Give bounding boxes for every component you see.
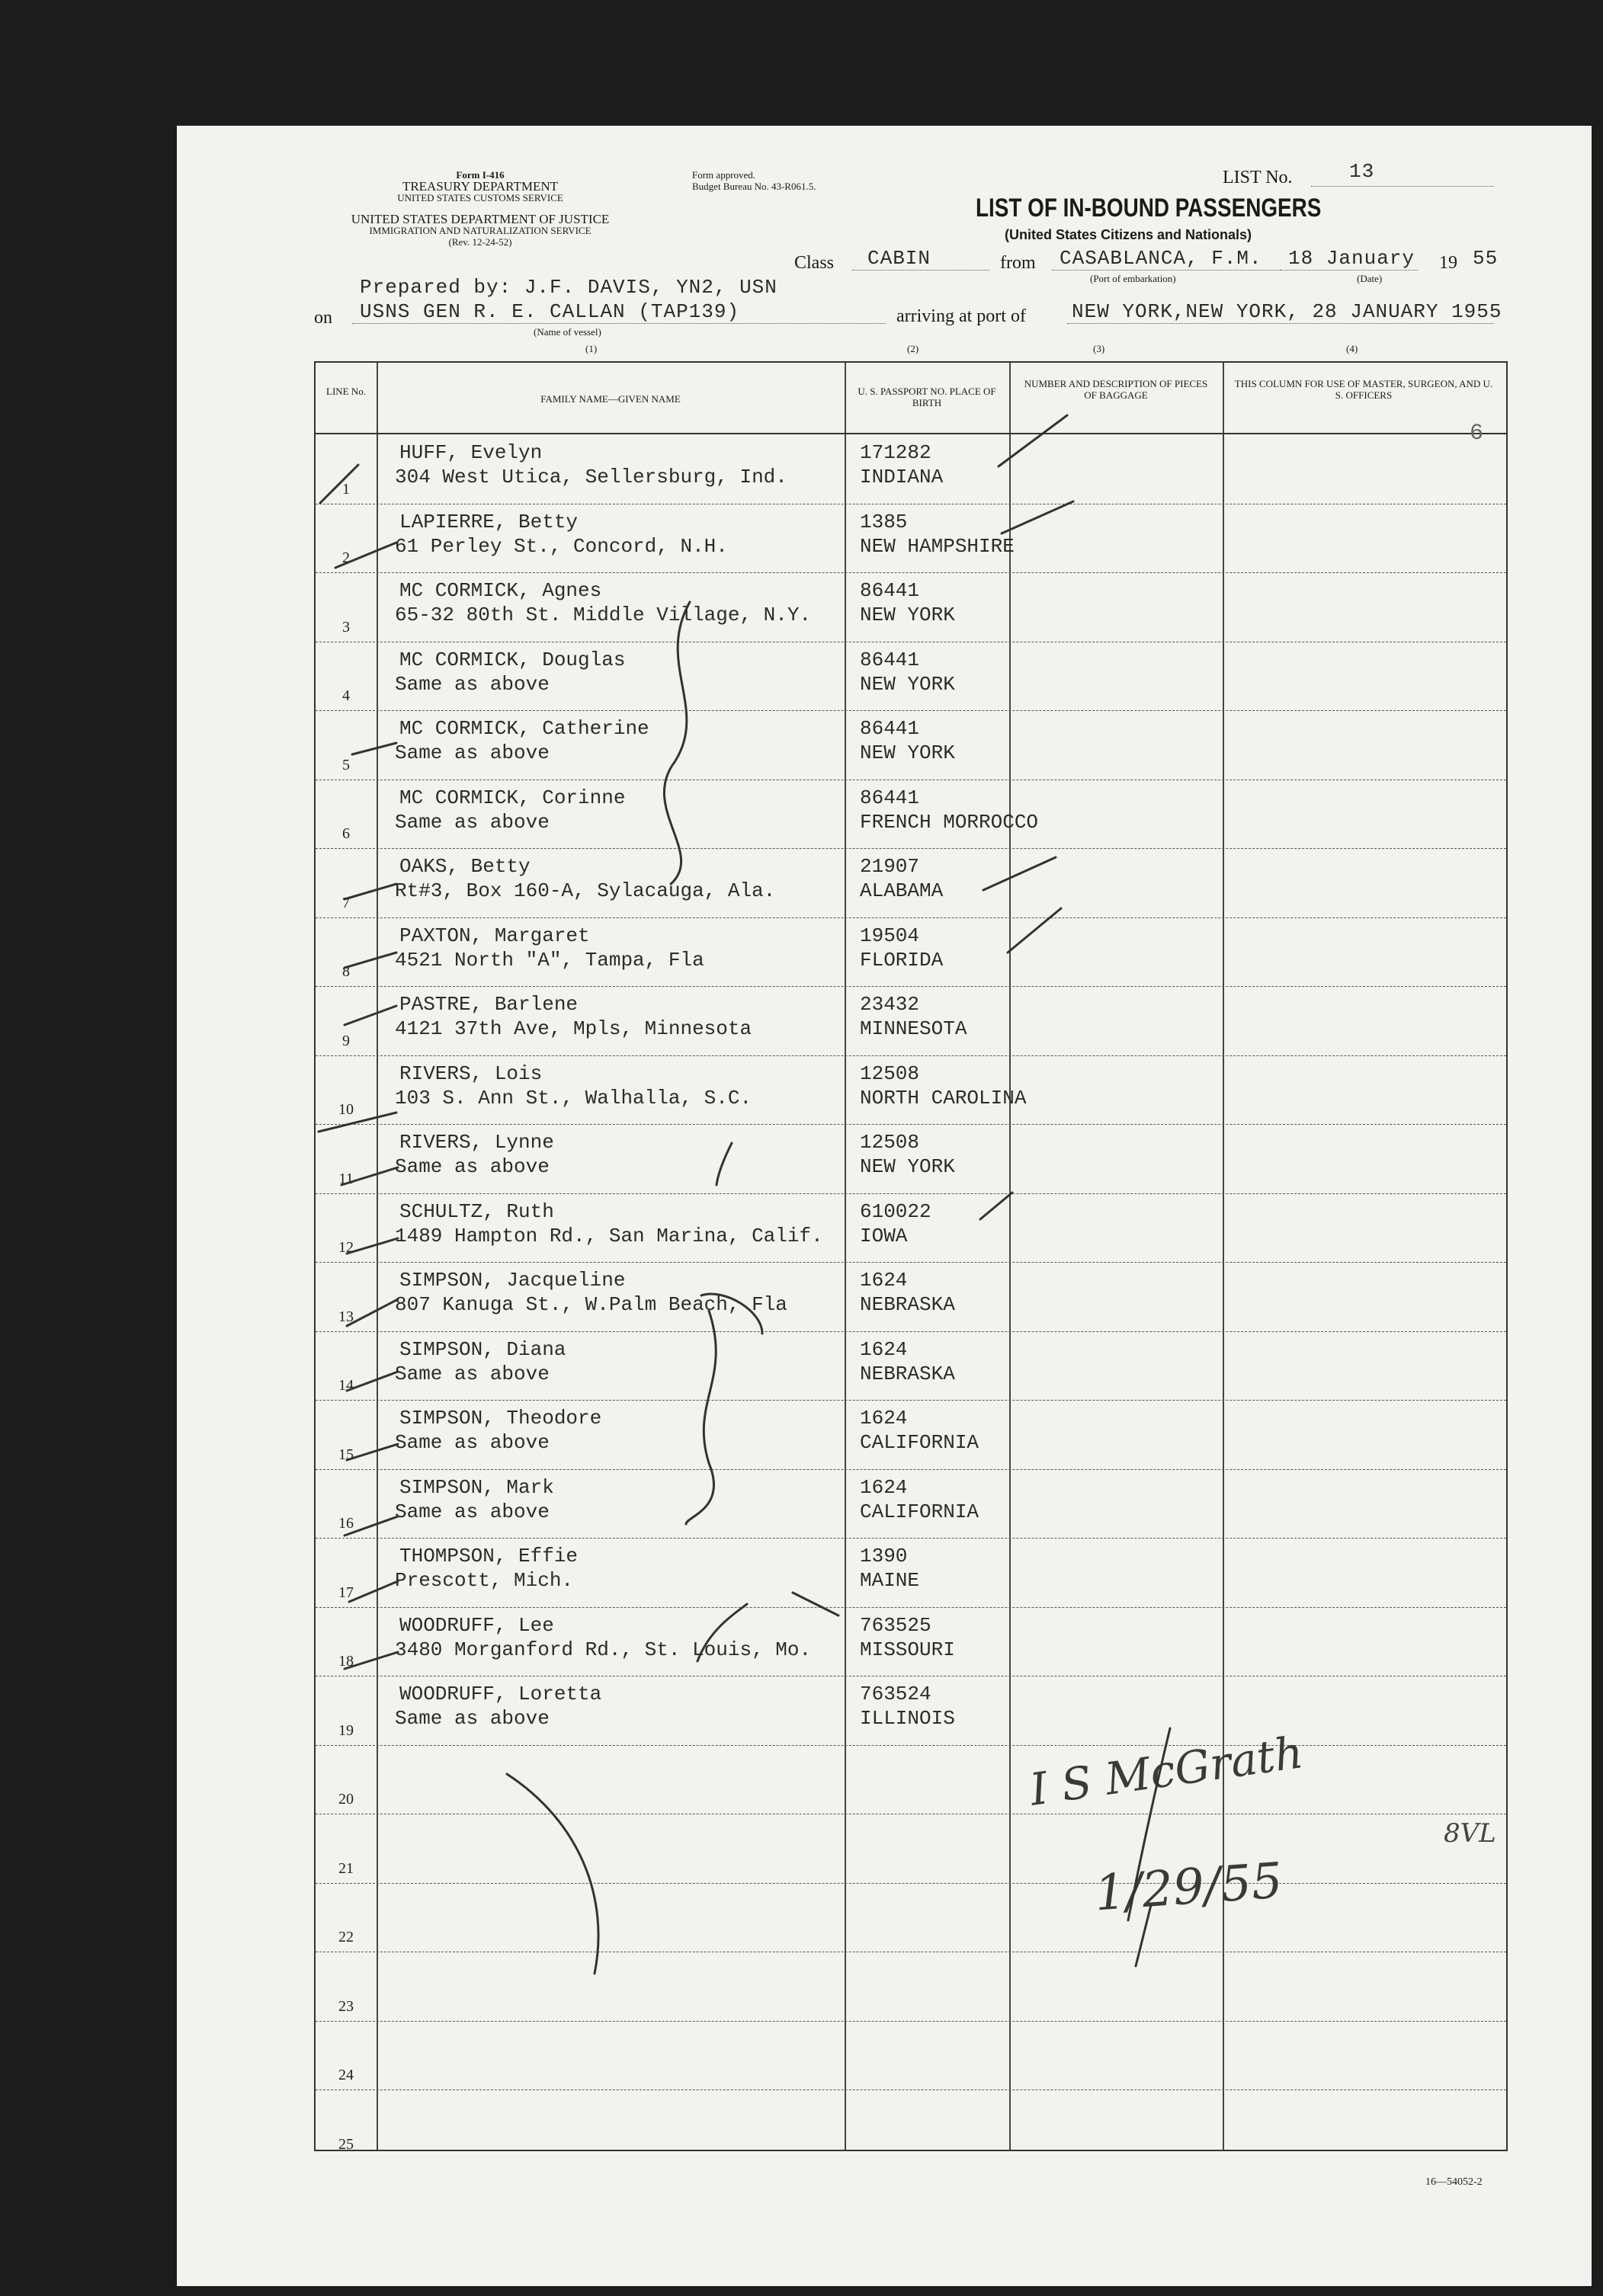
line-number: 4: [342, 687, 350, 704]
line-number: 14: [338, 1377, 354, 1394]
line-number: 16: [338, 1515, 354, 1532]
form-number: Form I-416: [456, 169, 505, 181]
passenger-name: PAXTON, Margaret: [399, 924, 590, 947]
passport-number: 1624: [860, 1269, 908, 1292]
passenger-name: MC CORMICK, Corinne: [399, 786, 626, 809]
passenger-table: [314, 361, 1508, 2151]
page-subtitle: (United States Citizens and Nationals): [1005, 227, 1252, 242]
passenger-name: MC CORMICK, Agnes: [399, 579, 602, 602]
line-number: 18: [338, 1653, 354, 1670]
passenger-address: Rt#3, Box 160-A, Sylacauga, Ala.: [395, 879, 776, 902]
passenger-address: 4521 North "A", Tampa, Fla: [395, 948, 704, 972]
form-approved: Form approved.: [692, 169, 756, 181]
passenger-address: Same as above: [395, 741, 550, 764]
line-number: 6: [342, 825, 350, 842]
vessel-caption: (Name of vessel): [534, 326, 601, 338]
row-divider: [316, 1538, 1506, 1539]
arrival-port: NEW YORK,NEW YORK, 28 JANUARY 1955: [1072, 300, 1502, 323]
form-footer-code: 16—54052-2: [1425, 2176, 1483, 2188]
passport-number: 171282: [860, 441, 931, 464]
col-num-4: (4): [1346, 343, 1358, 354]
line-number: 10: [338, 1101, 354, 1118]
justice-block: [305, 213, 656, 248]
passenger-address: 61 Perley St., Concord, N.H.: [395, 534, 728, 558]
row-divider: [316, 1400, 1506, 1401]
passenger-name: MC CORMICK, Douglas: [399, 648, 626, 671]
place-of-birth: CALIFORNIA: [860, 1431, 979, 1454]
signature: I S McGrath: [1027, 1726, 1306, 1816]
place-of-birth: INDIANA: [860, 466, 944, 488]
date-underline: [1281, 270, 1418, 271]
line-number: 15: [338, 1446, 354, 1463]
line-number: 17: [338, 1584, 354, 1601]
passenger-address: Same as above: [395, 672, 550, 696]
passenger-address: 103 S. Ann St., Walhalla, S.C.: [395, 1086, 752, 1110]
line-number: 8: [342, 963, 350, 980]
row-divider: [316, 1607, 1506, 1608]
line-number: 3: [342, 618, 350, 636]
col-header-line: LINE No.: [326, 386, 366, 397]
passport-number: 1624: [860, 1407, 908, 1430]
passport-number: 763525: [860, 1613, 931, 1637]
passenger-name: RIVERS, Lynne: [399, 1131, 554, 1154]
col-num-3: (3): [1093, 343, 1105, 354]
row-divider: [316, 848, 1506, 849]
row-divider: [316, 572, 1506, 573]
place-of-birth: FRENCH MORROCCO: [860, 810, 1039, 834]
passport-number: 86441: [860, 717, 920, 740]
passenger-address: Same as above: [395, 1155, 550, 1178]
col-header-passport: U. S. PASSPORT NO. PLACE OF BIRTH: [858, 386, 996, 408]
page-title: LIST OF IN-BOUND PASSENGERS: [976, 194, 1322, 223]
passenger-name: SCHULTZ, Ruth: [399, 1199, 554, 1223]
header-divider: [316, 433, 1506, 434]
passenger-address: 1489 Hampton Rd., San Marina, Calif.: [395, 1224, 823, 1247]
passenger-name: THOMPSON, Effie: [399, 1545, 579, 1567]
line-number: 9: [342, 1032, 350, 1049]
place-of-birth: NEW YORK: [860, 672, 955, 696]
row-divider: [316, 1745, 1506, 1746]
passport-number: 1385: [860, 510, 908, 533]
passenger-name: SIMPSON, Jacqueline: [399, 1269, 626, 1292]
justice-dept: UNITED STATES DEPARTMENT OF JUSTICE: [351, 212, 610, 226]
line-number: 5: [342, 756, 350, 773]
row-divider: [316, 1055, 1506, 1056]
passport-number: 610022: [860, 1199, 931, 1223]
passport-number: 86441: [860, 648, 920, 671]
budget-bureau: Budget Bureau No. 43-R061.5.: [692, 181, 816, 192]
passport-number: 763524: [860, 1683, 931, 1705]
customs-service: UNITED STATES CUSTOMS SERVICE: [397, 192, 563, 203]
col-num-1: (1): [585, 343, 598, 354]
passport-number: 86441: [860, 579, 920, 602]
row-divider: [316, 1469, 1506, 1470]
passport-number: 23432: [860, 993, 920, 1016]
col-header-officers: THIS COLUMN FOR USE OF MASTER, SURGEON, AND U. S. OFFICERS: [1234, 378, 1493, 401]
passenger-name: OAKS, Betty: [399, 855, 531, 878]
embark-port: CASABLANCA, F.M.: [1060, 247, 1262, 270]
passport-number: 86441: [860, 786, 920, 809]
approval-block: [692, 169, 816, 192]
col-divider: [1009, 363, 1011, 2150]
place-of-birth: NEW YORK: [860, 741, 955, 764]
list-no-underline: [1311, 186, 1494, 187]
officer-initials: 8VL: [1444, 1818, 1496, 1849]
passenger-name: SIMPSON, Diana: [399, 1337, 566, 1361]
line-number: 23: [338, 1997, 354, 2015]
passenger-name: SIMPSON, Mark: [399, 1475, 554, 1499]
passenger-name: SIMPSON, Theodore: [399, 1407, 602, 1430]
class-value: CABIN: [867, 247, 931, 270]
place-of-birth: MISSOURI: [860, 1638, 955, 1661]
row-divider: [316, 1124, 1506, 1125]
embark-date: 18 January: [1288, 247, 1415, 270]
place-of-birth: NEW YORK: [860, 1155, 955, 1178]
passenger-name: WOODRUFF, Loretta: [399, 1683, 602, 1705]
form-revision: (Rev. 12-24-52): [448, 236, 512, 248]
passport-number: 1390: [860, 1545, 908, 1567]
passport-number: 12508: [860, 1131, 920, 1154]
class-label: Class: [794, 253, 835, 273]
line-number: 25: [338, 2135, 354, 2153]
col-num-2: (2): [907, 343, 919, 354]
row-divider: [316, 917, 1506, 918]
passenger-address: 65-32 80th St. Middle Village, N.Y.: [395, 604, 812, 626]
line-number: 22: [338, 1929, 354, 1945]
place-of-birth: NORTH CAROLINA: [860, 1086, 1027, 1110]
place-of-birth: NEBRASKA: [860, 1362, 955, 1385]
passenger-name: MC CORMICK, Catherine: [399, 717, 649, 740]
ins-service: IMMIGRATION AND NATURALIZATION SERVICE: [369, 225, 592, 236]
passenger-address: Same as above: [395, 1500, 550, 1523]
officer-mark: 6: [1470, 421, 1484, 447]
line-number: 7: [342, 894, 350, 911]
line-number: 21: [338, 1859, 354, 1877]
place-of-birth: ILLINOIS: [860, 1707, 955, 1730]
vessel-name: USNS GEN R. E. CALLAN (TAP139): [360, 300, 740, 323]
arriving-label: arriving at port of: [896, 306, 1026, 326]
vessel-underline: [352, 323, 886, 324]
class-underline: [852, 270, 989, 271]
date-caption: (Date): [1357, 273, 1383, 284]
embark-underline: [1052, 270, 1281, 271]
line-number: 11: [338, 1170, 354, 1187]
passenger-address: 807 Kanuga St., W.Palm Beach, Fla: [395, 1293, 787, 1316]
passenger-name: LAPIERRE, Betty: [399, 510, 579, 533]
passenger-name: RIVERS, Lois: [399, 1062, 543, 1085]
passenger-name: WOODRUFF, Lee: [399, 1613, 554, 1637]
col-header-name: FAMILY NAME—GIVEN NAME: [540, 393, 681, 405]
place-of-birth: NEW YORK: [860, 604, 955, 626]
line-number: 13: [338, 1308, 354, 1325]
passenger-address: Same as above: [395, 1431, 550, 1454]
passport-number: 12508: [860, 1062, 920, 1085]
place-of-birth: FLORIDA: [860, 948, 944, 972]
passenger-address: Same as above: [395, 810, 550, 834]
place-of-birth: MAINE: [860, 1569, 920, 1592]
treasury-dept: TREASURY DEPARTMENT: [402, 179, 559, 194]
line-number: 20: [338, 1791, 354, 1808]
line-number: 12: [338, 1239, 354, 1256]
place-of-birth: NEBRASKA: [860, 1293, 955, 1316]
passport-number: 21907: [860, 855, 920, 878]
passport-number: 1624: [860, 1475, 908, 1499]
passenger-address: Same as above: [395, 1707, 550, 1730]
year-embark: 55: [1473, 247, 1499, 270]
row-divider: [316, 710, 1506, 711]
place-of-birth: NEW HAMPSHIRE: [860, 534, 1015, 558]
prepared-by: Prepared by: J.F. DAVIS, YN2, USN: [360, 276, 777, 299]
arrival-underline: [1067, 323, 1494, 324]
passenger-address: 304 West Utica, Sellersburg, Ind.: [395, 466, 787, 488]
col-header-baggage: NUMBER AND DESCRIPTION OF PIECES OF BAGGAGE: [1024, 378, 1208, 401]
passenger-address: 4121 37th Ave, Mpls, Minnesota: [395, 1017, 752, 1040]
row-divider: [316, 986, 1506, 987]
year-prefix: 19: [1439, 253, 1457, 273]
passenger-name: HUFF, Evelyn: [399, 441, 543, 464]
place-of-birth: IOWA: [860, 1224, 908, 1247]
col-divider: [845, 363, 846, 2150]
line-number: 19: [338, 1721, 354, 1739]
list-no-value: 13: [1349, 160, 1375, 183]
passenger-address: Same as above: [395, 1362, 550, 1385]
form-id-block: [358, 169, 602, 203]
line-number: 24: [338, 2067, 354, 2083]
row-divider: [316, 2089, 1506, 2090]
place-of-birth: ALABAMA: [860, 879, 944, 902]
line-number: 1: [342, 480, 350, 498]
place-of-birth: CALIFORNIA: [860, 1500, 979, 1523]
row-divider: [316, 1262, 1506, 1263]
place-of-birth: MINNESOTA: [860, 1017, 967, 1040]
row-divider: [316, 1883, 1506, 1884]
passenger-address: Prescott, Mich.: [395, 1569, 574, 1592]
row-divider: [316, 2021, 1506, 2022]
list-no-label: LIST No.: [1223, 168, 1293, 187]
col-divider: [377, 363, 378, 2150]
passenger-name: PASTRE, Barlene: [399, 993, 579, 1016]
signature-date: 1/29/55: [1092, 1852, 1284, 1923]
row-divider: [316, 1193, 1506, 1194]
passport-number: 19504: [860, 924, 920, 947]
embark-caption: (Port of embarkation): [1090, 273, 1176, 284]
passport-number: 1624: [860, 1337, 908, 1361]
row-divider: [316, 1331, 1506, 1332]
from-label: from: [1000, 253, 1036, 273]
on-label: on: [314, 308, 332, 328]
passenger-address: 3480 Morganford Rd., St. Louis, Mo.: [395, 1638, 812, 1661]
line-number: 2: [342, 549, 350, 566]
